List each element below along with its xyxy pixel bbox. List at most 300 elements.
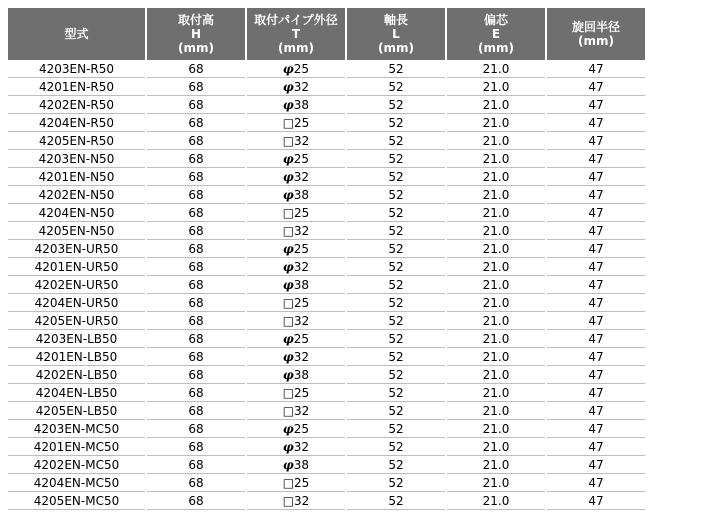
cell-value: 25	[294, 206, 310, 220]
length-cell	[347, 458, 445, 474]
column-header-line: (mm)	[378, 41, 414, 55]
cell-value: 21.0	[482, 188, 510, 202]
cell-value: 21.0	[482, 314, 510, 328]
column-header-line: (mm)	[278, 41, 314, 55]
eccentricity-cell	[447, 350, 545, 366]
length-cell	[347, 494, 445, 510]
cell-value: 68	[188, 98, 204, 112]
cell-value: 68	[188, 206, 204, 220]
height-cell	[147, 152, 245, 168]
eccentricity-cell	[447, 422, 545, 438]
cell-value: 68	[188, 476, 204, 490]
round-pipe-symbol: φ	[282, 188, 294, 202]
cell-value: 52	[388, 314, 404, 328]
eccentricity-cell	[447, 386, 545, 402]
model-cell	[8, 386, 145, 402]
eccentricity-cell	[447, 62, 545, 78]
radius-cell	[547, 98, 645, 114]
model-cell	[8, 98, 145, 114]
height-cell	[147, 332, 245, 348]
eccentricity-cell	[447, 368, 545, 384]
square-pipe-symbol: □	[282, 134, 295, 148]
length-cell	[347, 350, 445, 366]
cell-value: 47	[588, 134, 604, 148]
cell-value: 52	[388, 332, 404, 346]
model-cell	[8, 80, 145, 96]
cell-value: 47	[588, 260, 604, 274]
cell-value: 52	[388, 350, 404, 364]
cell-value: 52	[388, 116, 404, 130]
cell-value: 21.0	[482, 116, 510, 130]
height-cell	[147, 296, 245, 312]
cell-value: 4201EN-R50	[38, 80, 115, 94]
column-header-pipe-outer-diameter	[247, 8, 345, 60]
column-header-line: (mm)	[578, 34, 614, 48]
cell-value: 52	[388, 404, 404, 418]
cell-value: 47	[588, 476, 604, 490]
cell-value: 4202EN-UR50	[34, 278, 119, 292]
cell-value: 68	[188, 80, 204, 94]
height-cell	[147, 134, 245, 150]
height-cell	[147, 260, 245, 276]
height-cell	[147, 494, 245, 510]
table-row	[8, 314, 645, 330]
cell-value: 47	[588, 458, 604, 472]
model-cell	[8, 206, 145, 222]
cell-value: 25	[293, 62, 310, 76]
cell-value: 21.0	[482, 350, 510, 364]
spec-table	[6, 6, 647, 512]
model-cell	[8, 62, 145, 78]
cell-value: 52	[388, 458, 404, 472]
eccentricity-cell	[447, 80, 545, 96]
cell-value: 32	[294, 224, 310, 238]
cell-value: 4203EN-R50	[38, 62, 115, 76]
cell-value: 38	[293, 188, 310, 202]
cell-value: 21.0	[482, 206, 510, 220]
diameter-cell	[247, 278, 345, 294]
round-pipe-symbol: φ	[282, 98, 294, 112]
eccentricity-cell	[447, 476, 545, 492]
height-cell	[147, 350, 245, 366]
radius-cell	[547, 170, 645, 186]
model-cell	[8, 188, 145, 204]
cell-value: 21.0	[482, 332, 510, 346]
header-row	[8, 8, 645, 60]
length-cell	[347, 332, 445, 348]
round-pipe-symbol: φ	[282, 242, 294, 256]
cell-value: 21.0	[482, 242, 510, 256]
eccentricity-cell	[447, 188, 545, 204]
cell-value: 4205EN-N50	[38, 224, 115, 238]
model-cell	[8, 152, 145, 168]
diameter-cell	[247, 170, 345, 186]
table-row	[8, 422, 645, 438]
diameter-cell	[247, 458, 345, 474]
eccentricity-cell	[447, 278, 545, 294]
table-row	[8, 170, 645, 186]
model-cell	[8, 296, 145, 312]
round-pipe-symbol: φ	[282, 422, 294, 436]
height-cell	[147, 188, 245, 204]
diameter-cell	[247, 404, 345, 420]
round-pipe-symbol: φ	[282, 440, 294, 454]
cell-value: 4202EN-N50	[38, 188, 115, 202]
model-cell	[8, 440, 145, 456]
table-row	[8, 458, 645, 474]
cell-value: 47	[588, 116, 604, 130]
radius-cell	[547, 476, 645, 492]
cell-value: 25	[294, 386, 310, 400]
cell-value: 47	[588, 80, 604, 94]
cell-value: 21.0	[482, 476, 510, 490]
eccentricity-cell	[447, 458, 545, 474]
table-row	[8, 152, 645, 168]
radius-cell	[547, 62, 645, 78]
diameter-cell	[247, 260, 345, 276]
cell-value: 47	[588, 494, 604, 508]
cell-value: 4202EN-R50	[38, 98, 115, 112]
height-cell	[147, 242, 245, 258]
table-row	[8, 494, 645, 510]
radius-cell	[547, 404, 645, 420]
length-cell	[347, 368, 445, 384]
column-header-line: L	[392, 27, 400, 41]
diameter-cell	[247, 440, 345, 456]
length-cell	[347, 440, 445, 456]
eccentricity-cell	[447, 440, 545, 456]
cell-value: 47	[588, 296, 604, 310]
eccentricity-cell	[447, 242, 545, 258]
column-header-line: 軸長	[383, 13, 408, 27]
cell-value: 25	[294, 476, 310, 490]
table-row	[8, 188, 645, 204]
table-row	[8, 278, 645, 294]
column-header-mount-height	[147, 8, 245, 60]
cell-value: 32	[294, 314, 310, 328]
cell-value: 68	[188, 440, 204, 454]
cell-value: 68	[188, 422, 204, 436]
column-header-model	[8, 8, 145, 60]
cell-value: 4201EN-LB50	[35, 350, 118, 364]
model-cell	[8, 350, 145, 366]
length-cell	[347, 422, 445, 438]
eccentricity-cell	[447, 314, 545, 330]
radius-cell	[547, 314, 645, 330]
cell-value: 47	[588, 152, 604, 166]
height-cell	[147, 206, 245, 222]
model-cell	[8, 314, 145, 330]
table-row	[8, 404, 645, 420]
table-row	[8, 134, 645, 150]
cell-value: 68	[188, 296, 204, 310]
table-row	[8, 116, 645, 132]
square-pipe-symbol: □	[282, 404, 295, 418]
radius-cell	[547, 332, 645, 348]
cell-value: 21.0	[482, 62, 510, 76]
cell-value: 68	[188, 188, 204, 202]
table-row	[8, 368, 645, 384]
cell-value: 21.0	[482, 368, 510, 382]
cell-value: 4205EN-UR50	[34, 314, 119, 328]
radius-cell	[547, 242, 645, 258]
diameter-cell	[247, 242, 345, 258]
cell-value: 21.0	[482, 260, 510, 274]
radius-cell	[547, 350, 645, 366]
column-header-line: H	[190, 27, 202, 41]
height-cell	[147, 422, 245, 438]
cell-value: 52	[388, 134, 404, 148]
table-row	[8, 98, 645, 114]
round-pipe-symbol: φ	[282, 62, 294, 76]
column-header-turning-radius	[547, 8, 645, 60]
table-row	[8, 62, 645, 78]
eccentricity-cell	[447, 206, 545, 222]
cell-value: 52	[388, 206, 404, 220]
length-cell	[347, 62, 445, 78]
cell-value: 68	[188, 242, 204, 256]
column-header-line: (mm)	[478, 41, 514, 55]
cell-value: 25	[293, 152, 310, 166]
table-row	[8, 386, 645, 402]
model-cell	[8, 224, 145, 240]
cell-value: 4203EN-N50	[38, 152, 115, 166]
length-cell	[347, 404, 445, 420]
model-cell	[8, 404, 145, 420]
diameter-cell	[247, 188, 345, 204]
table-row	[8, 80, 645, 96]
model-cell	[8, 458, 145, 474]
cell-value: 47	[588, 98, 604, 112]
cell-value: 47	[588, 368, 604, 382]
cell-value: 32	[294, 134, 310, 148]
height-cell	[147, 98, 245, 114]
column-header-eccentricity	[447, 8, 545, 60]
cell-value: 47	[588, 422, 604, 436]
table-row	[8, 332, 645, 348]
cell-value: 52	[388, 170, 404, 184]
diameter-cell	[247, 80, 345, 96]
height-cell	[147, 476, 245, 492]
round-pipe-symbol: φ	[282, 260, 294, 274]
table-row	[8, 260, 645, 276]
length-cell	[347, 242, 445, 258]
cell-value: 47	[588, 332, 604, 346]
cell-value: 52	[388, 98, 404, 112]
eccentricity-cell	[447, 152, 545, 168]
diameter-cell	[247, 350, 345, 366]
cell-value: 52	[388, 368, 404, 382]
square-pipe-symbol: □	[282, 386, 295, 400]
cell-value: 47	[588, 206, 604, 220]
radius-cell	[547, 260, 645, 276]
cell-value: 32	[293, 350, 310, 364]
cell-value: 21.0	[482, 440, 510, 454]
length-cell	[347, 206, 445, 222]
round-pipe-symbol: φ	[282, 152, 294, 166]
cell-value: 68	[188, 260, 204, 274]
cell-value: 4201EN-N50	[38, 170, 115, 184]
height-cell	[147, 440, 245, 456]
length-cell	[347, 98, 445, 114]
cell-value: 4201EN-UR50	[34, 260, 119, 274]
cell-value: 4204EN-MC50	[33, 476, 120, 490]
cell-value: 4201EN-MC50	[33, 440, 120, 454]
diameter-cell	[247, 152, 345, 168]
cell-value: 47	[588, 278, 604, 292]
column-header-line: E	[491, 27, 501, 41]
cell-value: 38	[293, 368, 310, 382]
cell-value: 52	[388, 476, 404, 490]
cell-value: 21.0	[482, 134, 510, 148]
cell-value: 68	[188, 134, 204, 148]
cell-value: 47	[588, 188, 604, 202]
height-cell	[147, 368, 245, 384]
round-pipe-symbol: φ	[282, 368, 294, 382]
cell-value: 68	[188, 386, 204, 400]
height-cell	[147, 80, 245, 96]
square-pipe-symbol: □	[282, 116, 295, 130]
cell-value: 52	[388, 440, 404, 454]
cell-value: 47	[588, 404, 604, 418]
cell-value: 4204EN-LB50	[35, 386, 118, 400]
cell-value: 32	[293, 80, 310, 94]
cell-value: 52	[388, 242, 404, 256]
length-cell	[347, 476, 445, 492]
cell-value: 68	[188, 170, 204, 184]
diameter-cell	[247, 98, 345, 114]
round-pipe-symbol: φ	[282, 458, 294, 472]
round-pipe-symbol: φ	[282, 278, 294, 292]
cell-value: 4205EN-MC50	[33, 494, 120, 508]
diameter-cell	[247, 314, 345, 330]
round-pipe-symbol: φ	[282, 80, 294, 94]
table-row	[8, 206, 645, 222]
diameter-cell	[247, 62, 345, 78]
model-cell	[8, 260, 145, 276]
column-header-line: 取付高	[177, 13, 214, 27]
cell-value: 68	[188, 314, 204, 328]
radius-cell	[547, 422, 645, 438]
cell-value: 68	[188, 368, 204, 382]
radius-cell	[547, 116, 645, 132]
cell-value: 68	[188, 152, 204, 166]
cell-value: 21.0	[482, 170, 510, 184]
cell-value: 52	[388, 494, 404, 508]
diameter-cell	[247, 368, 345, 384]
cell-value: 52	[388, 296, 404, 310]
cell-value: 38	[293, 98, 310, 112]
diameter-cell	[247, 134, 345, 150]
length-cell	[347, 224, 445, 240]
eccentricity-cell	[447, 170, 545, 186]
table-row	[8, 224, 645, 240]
cell-value: 4203EN-MC50	[33, 422, 120, 436]
round-pipe-symbol: φ	[282, 350, 294, 364]
cell-value: 52	[388, 62, 404, 76]
cell-value: 4202EN-MC50	[33, 458, 120, 472]
cell-value: 21.0	[482, 98, 510, 112]
cell-value: 21.0	[482, 278, 510, 292]
square-pipe-symbol: □	[282, 476, 295, 490]
length-cell	[347, 170, 445, 186]
column-header-shaft-length	[347, 8, 445, 60]
model-cell	[8, 368, 145, 384]
cell-value: 52	[388, 188, 404, 202]
radius-cell	[547, 152, 645, 168]
length-cell	[347, 80, 445, 96]
cell-value: 47	[588, 314, 604, 328]
column-header-line: T	[291, 27, 301, 41]
length-cell	[347, 278, 445, 294]
length-cell	[347, 314, 445, 330]
cell-value: 68	[188, 350, 204, 364]
cell-value: 47	[588, 224, 604, 238]
height-cell	[147, 278, 245, 294]
cell-value: 32	[293, 440, 310, 454]
cell-value: 47	[588, 350, 604, 364]
eccentricity-cell	[447, 494, 545, 510]
eccentricity-cell	[447, 224, 545, 240]
cell-value: 21.0	[482, 224, 510, 238]
model-cell	[8, 278, 145, 294]
radius-cell	[547, 440, 645, 456]
diameter-cell	[247, 386, 345, 402]
model-cell	[8, 476, 145, 492]
cell-value: 4203EN-UR50	[34, 242, 119, 256]
radius-cell	[547, 458, 645, 474]
cell-value: 21.0	[482, 422, 510, 436]
cell-value: 47	[588, 170, 604, 184]
square-pipe-symbol: □	[282, 224, 295, 238]
round-pipe-symbol: φ	[282, 332, 294, 346]
height-cell	[147, 62, 245, 78]
cell-value: 25	[293, 332, 310, 346]
cell-value: 25	[293, 422, 310, 436]
cell-value: 52	[388, 260, 404, 274]
table-row	[8, 476, 645, 492]
height-cell	[147, 314, 245, 330]
table-header	[8, 8, 645, 60]
radius-cell	[547, 296, 645, 312]
height-cell	[147, 404, 245, 420]
radius-cell	[547, 278, 645, 294]
radius-cell	[547, 224, 645, 240]
cell-value: 4202EN-LB50	[35, 368, 118, 382]
square-pipe-symbol: □	[282, 296, 295, 310]
cell-value: 68	[188, 224, 204, 238]
cell-value: 68	[188, 494, 204, 508]
cell-value: 4204EN-N50	[38, 206, 115, 220]
cell-value: 4205EN-R50	[38, 134, 115, 148]
length-cell	[347, 116, 445, 132]
height-cell	[147, 386, 245, 402]
eccentricity-cell	[447, 116, 545, 132]
square-pipe-symbol: □	[282, 206, 295, 220]
cell-value: 47	[588, 62, 604, 76]
length-cell	[347, 296, 445, 312]
length-cell	[347, 152, 445, 168]
table-row	[8, 350, 645, 366]
column-header-line: 偏芯	[483, 13, 508, 27]
cell-value: 4204EN-R50	[38, 116, 115, 130]
diameter-cell	[247, 422, 345, 438]
table-body	[8, 62, 645, 510]
radius-cell	[547, 80, 645, 96]
diameter-cell	[247, 332, 345, 348]
cell-value: 68	[188, 404, 204, 418]
cell-value: 21.0	[482, 458, 510, 472]
